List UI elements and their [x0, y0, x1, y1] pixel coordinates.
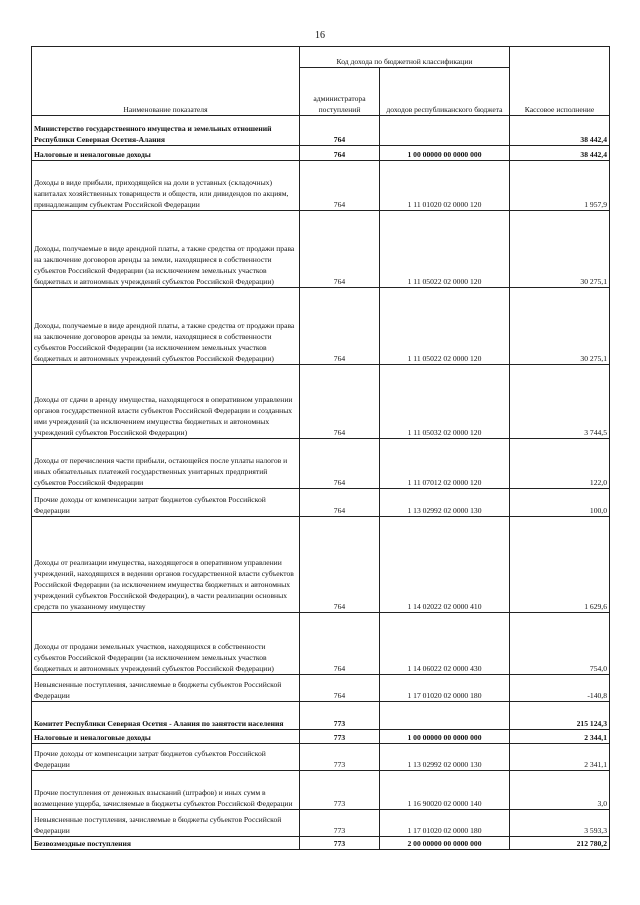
header-code-group: Код дохода по бюджетной классификации	[300, 47, 510, 68]
table-row	[32, 489, 610, 517]
row-amount-cell: 3,0	[510, 771, 610, 810]
revenue-table	[31, 46, 610, 850]
row-name-cell: Комитет Республики Северная Осетия - Алания по занятости населения	[32, 702, 300, 730]
table-row	[32, 288, 610, 365]
table-row	[32, 810, 610, 837]
row-name-cell: Прочие доходы от компенсации затрат бюджетов субъектов Российской Федерации	[32, 744, 300, 771]
table-header	[32, 47, 610, 116]
row-admin-code-cell: 773	[300, 810, 380, 837]
row-income-code-cell: 1 17 01020 02 0000 180	[380, 675, 510, 702]
row-name-cell: Доходы от сдачи в аренду имущества, находящегося в оперативном управлении органов государственной власти субъектов Российской Федерации и созданных ими учреждений (за исключением имущества бюджетных и автономных учреждений субъектов Российской Федерации)	[32, 365, 300, 439]
table-row	[32, 517, 610, 613]
row-admin-code-cell: 764	[300, 675, 380, 702]
row-amount-cell: 215 124,3	[510, 702, 610, 730]
row-name-cell: Доходы от реализации имущества, находящегося в оперативном управлении учреждений, находящихся в ведении органов государственной власти субъектов Российской Федерации (за исключением имущества бюджетных и автономных учреждений субъектов Российской Федерации), в части реализации основных средств по указанному имуществу	[32, 517, 300, 613]
row-name-cell: Министерство государственного имущества и земельных отношений Республики Северная Осетия-Алания	[32, 116, 300, 146]
row-name-cell: Доходы от перечисления части прибыли, остающейся после уплаты налогов и иных обязательных платежей государственных унитарных предприятий субъектов Российской Федерации	[32, 439, 300, 489]
table-row	[32, 146, 610, 161]
row-amount-cell: 2 341,1	[510, 744, 610, 771]
row-name-cell: Доходы, получаемые в виде арендной платы, а также средства от продажи права на заключение договоров аренды за земли, находящиеся в собственности субъектов Российской Федерации (за исключением земельных участков бюджетных и автономных учреждений субъектов Российской Федерации)	[32, 288, 300, 365]
row-amount-cell: 30 275,1	[510, 288, 610, 365]
row-amount-cell: -140,8	[510, 675, 610, 702]
row-admin-code-cell: 773	[300, 837, 380, 850]
row-admin-code-cell: 773	[300, 702, 380, 730]
header-admin-column: администратора поступлений	[300, 68, 380, 116]
row-admin-code-cell: 773	[300, 771, 380, 810]
row-admin-code-cell: 764	[300, 146, 380, 161]
row-admin-code-cell: 764	[300, 211, 380, 288]
row-amount-cell: 212 780,2	[510, 837, 610, 850]
row-admin-code-cell: 764	[300, 439, 380, 489]
row-income-code-cell: 1 14 06022 02 0000 430	[380, 613, 510, 675]
row-amount-cell: 1 957,9	[510, 161, 610, 211]
row-name-cell: Налоговые и неналоговые доходы	[32, 146, 300, 161]
row-income-code-cell	[380, 702, 510, 730]
table-body	[32, 116, 610, 850]
row-income-code-cell: 1 00 00000 00 0000 000	[380, 730, 510, 744]
header-name-column: Наименование показателя	[32, 47, 300, 116]
table-row	[32, 439, 610, 489]
row-income-code-cell: 1 14 02022 02 0000 410	[380, 517, 510, 613]
table-row	[32, 613, 610, 675]
row-admin-code-cell: 764	[300, 365, 380, 439]
row-income-code-cell: 1 11 01020 02 0000 120	[380, 161, 510, 211]
row-name-cell: Невыясненные поступления, зачисляемые в бюджеты субъектов Российской Федерации	[32, 810, 300, 837]
row-income-code-cell	[380, 116, 510, 146]
row-income-code-cell: 1 13 02992 02 0000 130	[380, 744, 510, 771]
row-name-cell: Невыясненные поступления, зачисляемые в бюджеты субъектов Российской Федерации	[32, 675, 300, 702]
row-amount-cell: 754,0	[510, 613, 610, 675]
row-amount-cell: 30 275,1	[510, 211, 610, 288]
row-amount-cell: 38 442,4	[510, 146, 610, 161]
row-admin-code-cell: 764	[300, 517, 380, 613]
row-income-code-cell: 1 13 02992 02 0000 130	[380, 489, 510, 517]
row-amount-cell: 38 442,4	[510, 116, 610, 146]
table-row	[32, 744, 610, 771]
row-amount-cell: 3 593,3	[510, 810, 610, 837]
row-name-cell: Прочие доходы от компенсации затрат бюджетов субъектов Российской Федерации	[32, 489, 300, 517]
row-name-cell: Доходы в виде прибыли, приходящейся на доли в уставных (складочных) капиталах хозяйственных товариществ и обществ, или дивидендов по акциям, принадлежащим субъектам Российской Федерации	[32, 161, 300, 211]
table-row	[32, 702, 610, 730]
row-admin-code-cell: 773	[300, 730, 380, 744]
row-income-code-cell: 1 17 01020 02 0000 180	[380, 810, 510, 837]
table-row	[32, 161, 610, 211]
row-admin-code-cell: 773	[300, 744, 380, 771]
row-amount-cell: 2 344,1	[510, 730, 610, 744]
row-admin-code-cell: 764	[300, 489, 380, 517]
row-income-code-cell: 1 11 05022 02 0000 120	[380, 211, 510, 288]
row-name-cell: Налоговые и неналоговые доходы	[32, 730, 300, 744]
row-income-code-cell: 1 00 00000 00 0000 000	[380, 146, 510, 161]
row-name-cell: Доходы, получаемые в виде арендной платы, а также средства от продажи права на заключение договоров аренды за земли, находящиеся в собственности субъектов Российской Федерации (за исключением земельных участков бюджетных и автономных учреждений субъектов Российской Федерации)	[32, 211, 300, 288]
page-number: 16	[315, 30, 325, 41]
row-name-cell: Безвозмездные поступления	[32, 837, 300, 850]
table-row	[32, 730, 610, 744]
table-row	[32, 837, 610, 850]
row-name-cell: Прочие поступления от денежных взысканий (штрафов) и иных сумм в возмещение ущерба, зачисляемые в бюджеты субъектов Российской Федерации	[32, 771, 300, 810]
row-income-code-cell: 1 11 07012 02 0000 120	[380, 439, 510, 489]
table-row	[32, 675, 610, 702]
row-amount-cell: 100,0	[510, 489, 610, 517]
table-row	[32, 211, 610, 288]
row-admin-code-cell: 764	[300, 161, 380, 211]
row-admin-code-cell: 764	[300, 613, 380, 675]
row-income-code-cell: 1 16 90020 02 0000 140	[380, 771, 510, 810]
table-row	[32, 116, 610, 146]
row-amount-cell: 3 744,5	[510, 365, 610, 439]
row-income-code-cell: 1 11 05032 02 0000 120	[380, 365, 510, 439]
row-amount-cell: 122,0	[510, 439, 610, 489]
header-income-code-column: доходов республиканского бюджета	[380, 68, 510, 116]
table-row	[32, 771, 610, 810]
row-income-code-cell: 1 11 05022 02 0000 120	[380, 288, 510, 365]
row-admin-code-cell: 764	[300, 116, 380, 146]
row-amount-cell: 1 629,6	[510, 517, 610, 613]
row-income-code-cell: 2 00 00000 00 0000 000	[380, 837, 510, 850]
table-row	[32, 365, 610, 439]
row-name-cell: Доходы от продажи земельных участков, находящихся в собственности субъектов Российской Федерации (за исключением земельных участков бюджетных и автономных учреждений субъектов Российской Федерации)	[32, 613, 300, 675]
row-admin-code-cell: 764	[300, 288, 380, 365]
header-amount-column: Кассовое исполнение	[510, 47, 610, 116]
